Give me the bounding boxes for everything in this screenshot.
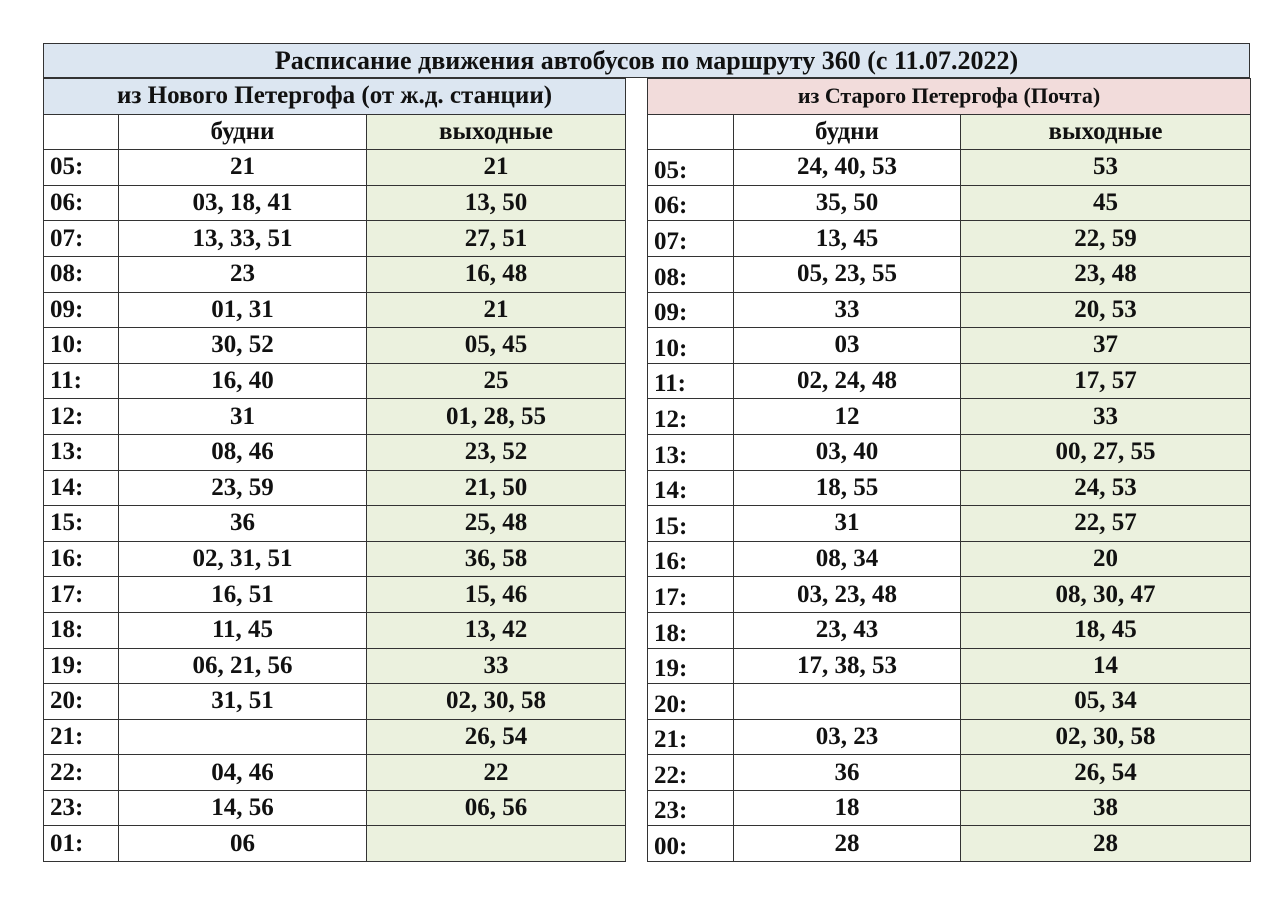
hour-cell: 21: xyxy=(44,719,119,755)
weekend-times: 25, 48 xyxy=(367,506,626,542)
weekend-times: 14 xyxy=(961,648,1251,684)
weekend-times: 06, 56 xyxy=(367,790,626,826)
schedule-panels xyxy=(43,78,1250,870)
schedule-row xyxy=(44,719,626,755)
schedule-row xyxy=(44,506,626,542)
hour-cell: 12: xyxy=(44,399,119,435)
schedule-row xyxy=(648,826,1251,862)
weekdays-times: 23, 43 xyxy=(734,612,961,648)
hour-cell: 18: xyxy=(44,612,119,648)
direction-row xyxy=(648,79,1251,115)
weekdays-times xyxy=(734,684,961,720)
schedule-row xyxy=(44,755,626,791)
weekend-times: 05, 45 xyxy=(367,328,626,364)
schedule-row xyxy=(44,221,626,257)
weekend-times: 22, 57 xyxy=(961,506,1251,542)
weekdays-times: 33 xyxy=(734,292,961,328)
schedule-row xyxy=(648,363,1251,399)
weekend-times: 02, 30, 58 xyxy=(961,719,1251,755)
weekdays-times: 23, 59 xyxy=(119,470,367,506)
weekend-times: 26, 54 xyxy=(961,755,1251,791)
weekdays-header: будни xyxy=(734,114,961,150)
hour-cell: 05: xyxy=(44,150,119,186)
hour-cell: 20: xyxy=(44,684,119,720)
hour-cell: 17: xyxy=(44,577,119,613)
schedule-row xyxy=(648,577,1251,613)
weekend-times: 33 xyxy=(367,648,626,684)
weekend-times: 13, 42 xyxy=(367,612,626,648)
hour-cell: 11: xyxy=(44,363,119,399)
schedule-row xyxy=(44,399,626,435)
hour-cell: 14: xyxy=(648,470,734,506)
weekdays-times: 03, 18, 41 xyxy=(119,185,367,221)
weekdays-times: 08, 34 xyxy=(734,541,961,577)
panel-from-stary-petergof xyxy=(647,78,1250,862)
schedule-row xyxy=(648,648,1251,684)
hour-cell: 00: xyxy=(648,826,734,862)
weekdays-times: 08, 46 xyxy=(119,434,367,470)
hour-header xyxy=(44,114,119,150)
schedule-row xyxy=(44,434,626,470)
weekend-times: 23, 48 xyxy=(961,256,1251,292)
hour-cell: 12: xyxy=(648,399,734,435)
hour-cell: 22: xyxy=(648,755,734,791)
hour-cell: 19: xyxy=(44,648,119,684)
hour-cell: 11: xyxy=(648,363,734,399)
schedule-row xyxy=(648,470,1251,506)
weekdays-times: 35, 50 xyxy=(734,185,961,221)
weekdays-times: 13, 33, 51 xyxy=(119,221,367,257)
weekdays-times xyxy=(119,719,367,755)
weekend-times: 08, 30, 47 xyxy=(961,577,1251,613)
weekend-times: 24, 53 xyxy=(961,470,1251,506)
weekend-times: 21 xyxy=(367,150,626,186)
hour-cell: 22: xyxy=(44,755,119,791)
schedule-row xyxy=(44,612,626,648)
schedule-row xyxy=(648,684,1251,720)
schedule-row xyxy=(44,826,626,862)
schedule-row xyxy=(648,719,1251,755)
weekend-times: 26, 54 xyxy=(367,719,626,755)
schedule-row xyxy=(648,256,1251,292)
weekend-times: 05, 34 xyxy=(961,684,1251,720)
weekend-times: 18, 45 xyxy=(961,612,1251,648)
hour-cell: 05: xyxy=(648,150,734,186)
weekend-times: 33 xyxy=(961,399,1251,435)
hour-cell: 07: xyxy=(648,221,734,257)
weekend-times: 36, 58 xyxy=(367,541,626,577)
weekdays-times: 03, 23, 48 xyxy=(734,577,961,613)
column-header-row xyxy=(648,114,1251,150)
weekdays-times: 05, 23, 55 xyxy=(734,256,961,292)
hour-header xyxy=(648,114,734,150)
weekdays-times: 28 xyxy=(734,826,961,862)
direction-label: из Нового Петергофа (от ж.д. станции) xyxy=(44,79,626,115)
weekdays-times: 30, 52 xyxy=(119,328,367,364)
schedule-row xyxy=(648,150,1251,186)
weekdays-times: 31, 51 xyxy=(119,684,367,720)
weekdays-times: 18, 55 xyxy=(734,470,961,506)
hour-cell: 23: xyxy=(44,790,119,826)
weekdays-times: 24, 40, 53 xyxy=(734,150,961,186)
schedule-row xyxy=(44,292,626,328)
schedule-row xyxy=(44,256,626,292)
weekend-times: 22, 59 xyxy=(961,221,1251,257)
hour-cell: 06: xyxy=(44,185,119,221)
weekdays-times: 36 xyxy=(119,506,367,542)
hour-cell: 15: xyxy=(648,506,734,542)
hour-cell: 10: xyxy=(648,328,734,364)
schedule-row xyxy=(648,328,1251,364)
hour-cell: 09: xyxy=(44,292,119,328)
weekdays-times: 17, 38, 53 xyxy=(734,648,961,684)
weekend-times: 23, 52 xyxy=(367,434,626,470)
weekdays-times: 12 xyxy=(734,399,961,435)
hour-cell: 17: xyxy=(648,577,734,613)
hour-cell: 13: xyxy=(648,434,734,470)
hour-cell: 18: xyxy=(648,612,734,648)
weekdays-times: 01, 31 xyxy=(119,292,367,328)
weekend-times: 45 xyxy=(961,185,1251,221)
hour-cell: 16: xyxy=(44,541,119,577)
weekdays-times: 02, 24, 48 xyxy=(734,363,961,399)
weekend-times: 13, 50 xyxy=(367,185,626,221)
schedule-row xyxy=(44,684,626,720)
weekend-times: 20, 53 xyxy=(961,292,1251,328)
column-header-row xyxy=(44,114,626,150)
hour-cell: 16: xyxy=(648,541,734,577)
weekdays-times: 21 xyxy=(119,150,367,186)
schedule-row xyxy=(648,292,1251,328)
weekdays-times: 31 xyxy=(119,399,367,435)
hour-cell: 21: xyxy=(648,719,734,755)
schedule-row xyxy=(648,541,1251,577)
weekend-times: 53 xyxy=(961,150,1251,186)
hour-cell: 23: xyxy=(648,790,734,826)
weekend-times: 22 xyxy=(367,755,626,791)
schedule-row xyxy=(648,506,1251,542)
weekdays-times: 06 xyxy=(119,826,367,862)
weekdays-times: 06, 21, 56 xyxy=(119,648,367,684)
hour-cell: 20: xyxy=(648,684,734,720)
schedule-row xyxy=(44,150,626,186)
weekdays-times: 11, 45 xyxy=(119,612,367,648)
weekend-times: 27, 51 xyxy=(367,221,626,257)
weekend-times: 21 xyxy=(367,292,626,328)
weekdays-times: 31 xyxy=(734,506,961,542)
weekend-times: 37 xyxy=(961,328,1251,364)
schedule-row xyxy=(44,648,626,684)
timetable-novy-petergof xyxy=(43,78,626,862)
schedule-row xyxy=(44,363,626,399)
schedule-title: Расписание движения автобусов по маршруту 360 (с 11.07.2022) xyxy=(43,43,1250,78)
weekdays-times: 16, 40 xyxy=(119,363,367,399)
hour-cell: 14: xyxy=(44,470,119,506)
schedule-row xyxy=(44,577,626,613)
schedule-row xyxy=(648,755,1251,791)
weekend-times: 17, 57 xyxy=(961,363,1251,399)
schedule-row xyxy=(648,790,1251,826)
hour-cell: 07: xyxy=(44,221,119,257)
weekend-times: 01, 28, 55 xyxy=(367,399,626,435)
hour-cell: 08: xyxy=(44,256,119,292)
weekend-times: 16, 48 xyxy=(367,256,626,292)
hour-cell: 15: xyxy=(44,506,119,542)
schedule-row xyxy=(648,221,1251,257)
weekdays-times: 04, 46 xyxy=(119,755,367,791)
schedule-row xyxy=(648,399,1251,435)
weekdays-times: 18 xyxy=(734,790,961,826)
hour-cell: 06: xyxy=(648,185,734,221)
weekend-header: выходные xyxy=(961,114,1251,150)
direction-row xyxy=(44,79,626,115)
weekdays-times: 16, 51 xyxy=(119,577,367,613)
weekdays-times: 02, 31, 51 xyxy=(119,541,367,577)
weekdays-times: 23 xyxy=(119,256,367,292)
hour-cell: 08: xyxy=(648,256,734,292)
weekend-times: 20 xyxy=(961,541,1251,577)
hour-cell: 10: xyxy=(44,328,119,364)
schedule xyxy=(43,43,1250,870)
weekend-times: 02, 30, 58 xyxy=(367,684,626,720)
weekend-times: 15, 46 xyxy=(367,577,626,613)
weekend-times: 00, 27, 55 xyxy=(961,434,1251,470)
weekend-times xyxy=(367,826,626,862)
schedule-row xyxy=(648,185,1251,221)
schedule-row xyxy=(648,434,1251,470)
hour-cell: 13: xyxy=(44,434,119,470)
hour-cell: 01: xyxy=(44,826,119,862)
weekdays-header: будни xyxy=(119,114,367,150)
weekdays-times: 03, 23 xyxy=(734,719,961,755)
weekend-times: 25 xyxy=(367,363,626,399)
schedule-row xyxy=(44,328,626,364)
weekend-header: выходные xyxy=(367,114,626,150)
weekdays-times: 13, 45 xyxy=(734,221,961,257)
weekdays-times: 14, 56 xyxy=(119,790,367,826)
schedule-row xyxy=(44,790,626,826)
schedule-row xyxy=(44,185,626,221)
weekdays-times: 03 xyxy=(734,328,961,364)
panel-from-novy-petergof xyxy=(43,78,625,862)
weekend-times: 28 xyxy=(961,826,1251,862)
hour-cell: 09: xyxy=(648,292,734,328)
weekdays-times: 03, 40 xyxy=(734,434,961,470)
weekend-times: 21, 50 xyxy=(367,470,626,506)
weekend-times: 38 xyxy=(961,790,1251,826)
weekdays-times: 36 xyxy=(734,755,961,791)
direction-label: из Старого Петергофа (Почта) xyxy=(648,79,1251,115)
timetable-stary-petergof xyxy=(647,78,1251,862)
schedule-row xyxy=(44,470,626,506)
hour-cell: 19: xyxy=(648,648,734,684)
schedule-row xyxy=(648,612,1251,648)
schedule-row xyxy=(44,541,626,577)
